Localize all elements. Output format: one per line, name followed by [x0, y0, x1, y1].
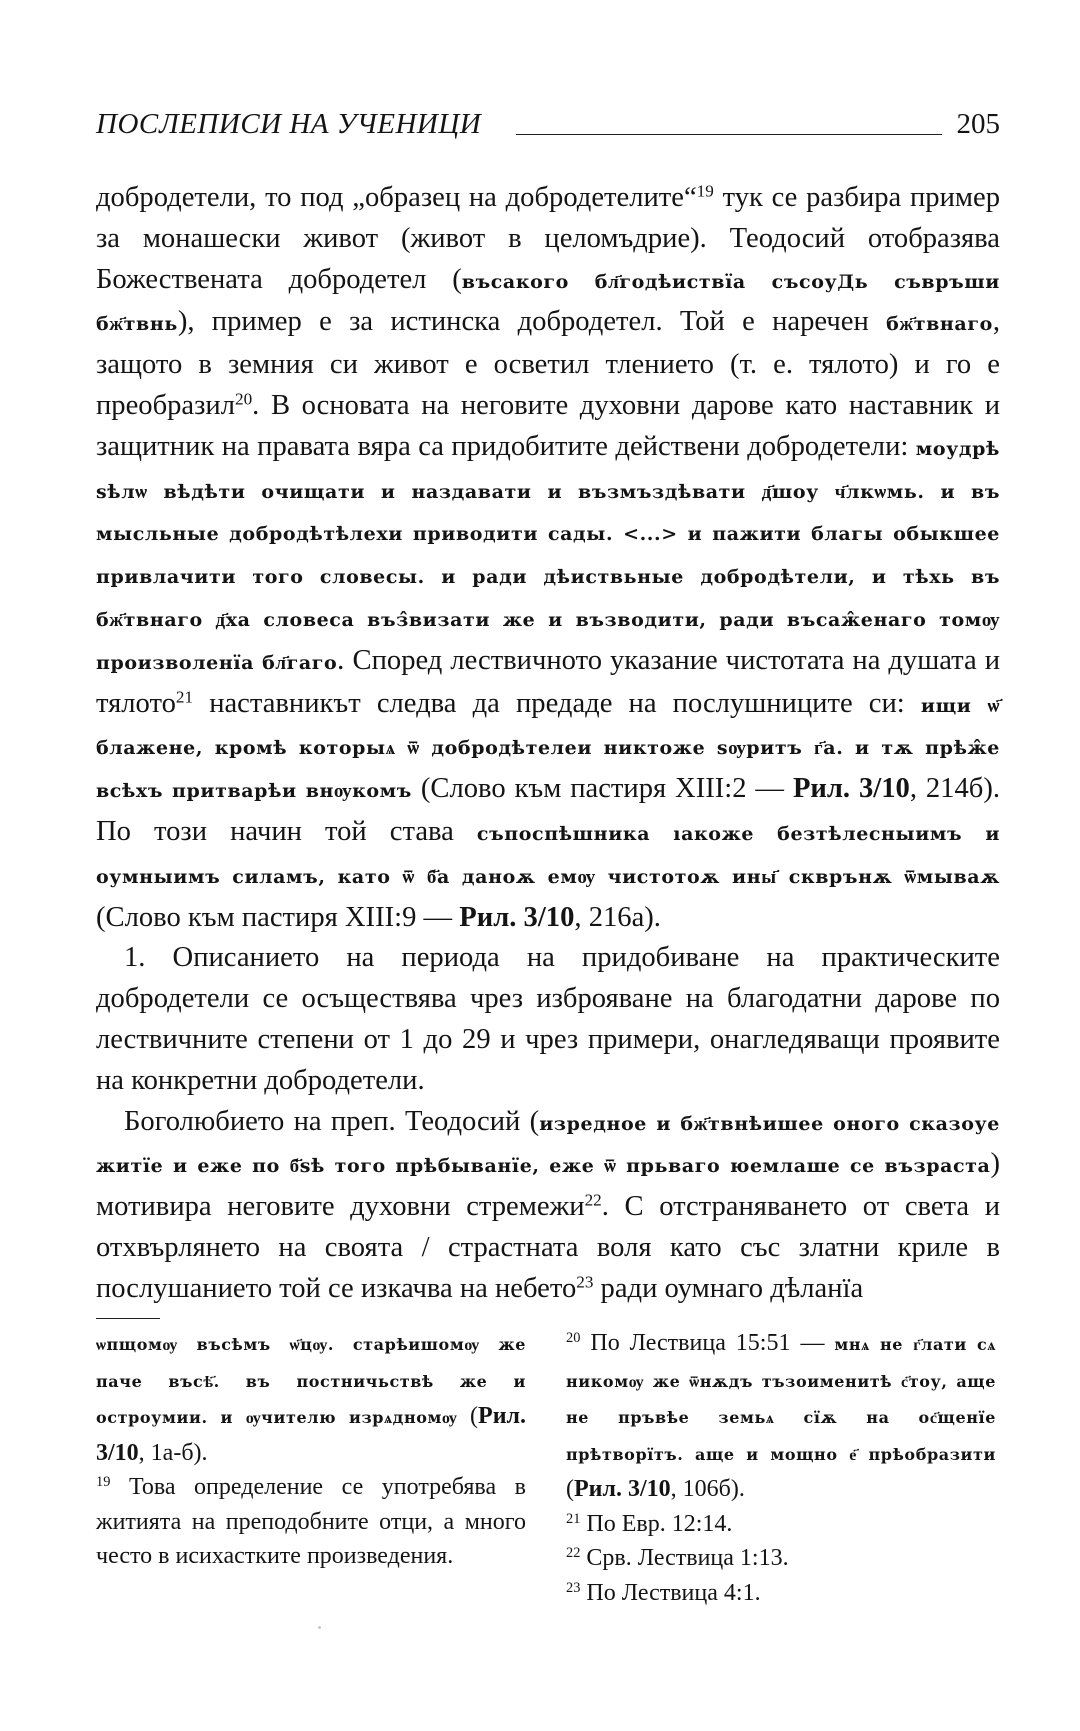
paragraph-1: добродетели, то под „образец на добродетелите“$^{19}$ тук се разбира пример за монашески живот (живот в целомъдрие). Теодосий отобразява Божествената добродетел (въсакого бл҃годѣиствїа съсоуДь съвръши бж҃твнь), пример е за истинска добродетел. Той е наречен бж҃твнаго, защото в земния си живот е осветил тлението (т. е. тялото) и го е преобразил$^{20}$. В основата на неговите духовни дарове като наставник и защитник на правата вяра са придобитите действени добродетели: моудрѣ ѕѣлѡ вѣдѣти очищати и наздавати и възмъздѣвати д҃шоу ч҃лкѡмь. и въ мысльные добродѣтѣлехи приводити сады. <...> и пажити благы обыкшее привлачити того словесы. и ради дѣиствьные добродѣтели, и тѣхь въ бж҃твнаго д҃ха словеса въз̂визати же и възводити, ради въсаж̂енаго томѹ произволенїа бл҃гаго. Според лествичното указание чистотата на душата и тялото$^{21}$ наставникът следва да предаде на послушниците си: ищи ѡ҃ блажене, кромѣ которыѧ ѿ добродѣтелеи никтоже ѕѹритъ г҃а. и тѫ прѣж̂е всѣхъ притварѣи внѹкомъ (Слово към пастиря XIII:2 — Рил. 3/10, 214б). По този начин той става съпоспѣшника ıакоже безтѣлесныимъ и оумныимъ силамъ, като ѿ б҃а даноѫ емѹ чистотоѫ ины҃ скврънѫ ѿмываѫ (Слово към пастиря XIII:9 — Рил. 3/10, 216а). — [96, 181, 1001, 933]
footnote-19: $^{19}$ Това определение се употребява в житията на преподобните отци, а много често в исихастките произведения. — [96, 1474, 526, 1569]
manuscript-ref: Рил. 3/10 — [459, 901, 575, 933]
footnote-continued: ѡпщомѹ въсѣмъ ѡ҃цѹ. старѣишомѹ же паче въсѣ҃. въ постничьствѣ же и остроумии. и ѹчителю изрѧдномѹ (Рил. 3/10, 1а-б). — [96, 1335, 526, 1466]
footnotes-right-column — [566, 1326, 996, 1610]
running-header-title: ПОСЛЕПИСИ НА УЧЕНИЦИ — [96, 108, 482, 140]
footnote-21: $^{21}$ По Евр. 12:14. — [566, 1510, 733, 1537]
church-slavonic-word: бж҃твнаго — [886, 313, 993, 336]
running-header — [96, 108, 1000, 152]
header-rule — [516, 134, 942, 135]
footnote-ref-23: 23 — [576, 1272, 594, 1292]
church-slavonic-quote: моудрѣ ѕѣлѡ вѣдѣти очищати и наздавати и възмъздѣвати д҃шоу ч҃лкѡмь. и въ мысльные добродѣтѣлехи приводити сады. <...> и пажити благы обыкшее привлачити того словесы. и ради дѣиствьные добродѣтели, и тѣхь въ бж҃твнаго д҃ха словеса въз̂визати же и възводити, ради въсаж̂енаго томѹ произволенїа бл҃гаго. — [96, 437, 1000, 674]
footnote-separator — [96, 1318, 160, 1319]
church-slavonic-quote: съпоспѣшника ıакоже безтѣлесныимъ и оумныимъ силамъ, като ѿ б҃а даноѫ емѹ чистотоѫ ины҃ скврънѫ ѿмываѫ — [96, 822, 1001, 888]
page-number: 205 — [956, 108, 1000, 140]
church-slavonic-quote: ѡпщомѹ въсѣмъ ѡ҃цѹ. старѣишомѹ же паче въсѣ҃. въ постничьствѣ же и остроумии. и ѹчителю изрѧдномѹ — [96, 1335, 526, 1427]
footnote-ref-20: 20 — [235, 389, 253, 409]
manuscript-ref: Рил. 3/10 — [792, 773, 910, 805]
church-slavonic-quote: въсакого бл҃годѣиствїа съсоуДь съвръши бж҃твнь — [96, 270, 1000, 336]
footnote-ref-21: 21 — [175, 687, 194, 707]
footnotes-left-column — [96, 1326, 526, 1574]
footnote-20: $^{20}$ По Лествица 15:51 — мнѧ не г҃лати сѧ никомѹ же ѿнѫдъ тъзоименитѣ с҃тоу, аще не пръвѣе земьѧ сїѫ на ос҃щенїе прѣтворїтъ. аще и мощно е҃ прѣобразити (Рил. 3/10, 106б). — [566, 1330, 996, 1502]
main-text — [96, 178, 1000, 1310]
paragraph-2: 1. Описанието на периода на придобиване на практическите добродетели се осъществява чрез изброяване на благодатни дарове по лествичните степени от 1 до 29 и чрез примери, онагледяващи проявите на конкретни добродетели. — [96, 942, 1000, 1096]
church-slavonic-quote: мнѧ не г҃лати сѧ никомѹ же ѿнѫдъ тъзоименитѣ с҃тоу, аще не пръвѣе земьѧ сїѫ на ос҃щенїе прѣтворїтъ. аще и мощно е҃ прѣобразити — [566, 1335, 996, 1464]
footnote-23: $^{23}$ По Лествица 4:1. — [566, 1579, 761, 1606]
church-slavonic-quote: ищи ѡ҃ блажене, кромѣ которыѧ ѿ добродѣтелеи никтоже ѕѹритъ г҃а. и тѫ прѣж̂е всѣхъ притварѣи внѹкомъ — [96, 694, 1000, 803]
paper-speck — [318, 1626, 321, 1629]
footnote-22: $^{22}$ Срв. Лествица 1:13. — [566, 1545, 789, 1571]
paragraph-3: Боголюбието на преп. Теодосий (изредное и бж҃твнѣишее оного сказоуе житїе и еже по б҃ѕѣ того прѣбыванїе, еже ѿ прьваго юемлаше се възраста) мотивира неговите духовни стремежи$^{22}$. С отстраняването от света и отхвърлянето на своята / страстната воля като със златни криле в послушанието той се изкачва на небето$^{23}$ ради оумнаго дѣланїа — [96, 1105, 1001, 1304]
church-slavonic-quote: изредное и бж҃твнѣишее оного сказоуе житїе и еже по б҃ѕѣ того прѣбыванїе, еже ѿ прьваго юемлаше се възраста — [96, 1112, 1000, 1178]
manuscript-ref: Рил. 3/10 — [96, 1403, 526, 1466]
footnote-ref-19: 19 — [696, 181, 714, 201]
footnote-ref-22: 22 — [584, 1190, 602, 1210]
manuscript-ref: Рил. 3/10 — [574, 1476, 671, 1502]
